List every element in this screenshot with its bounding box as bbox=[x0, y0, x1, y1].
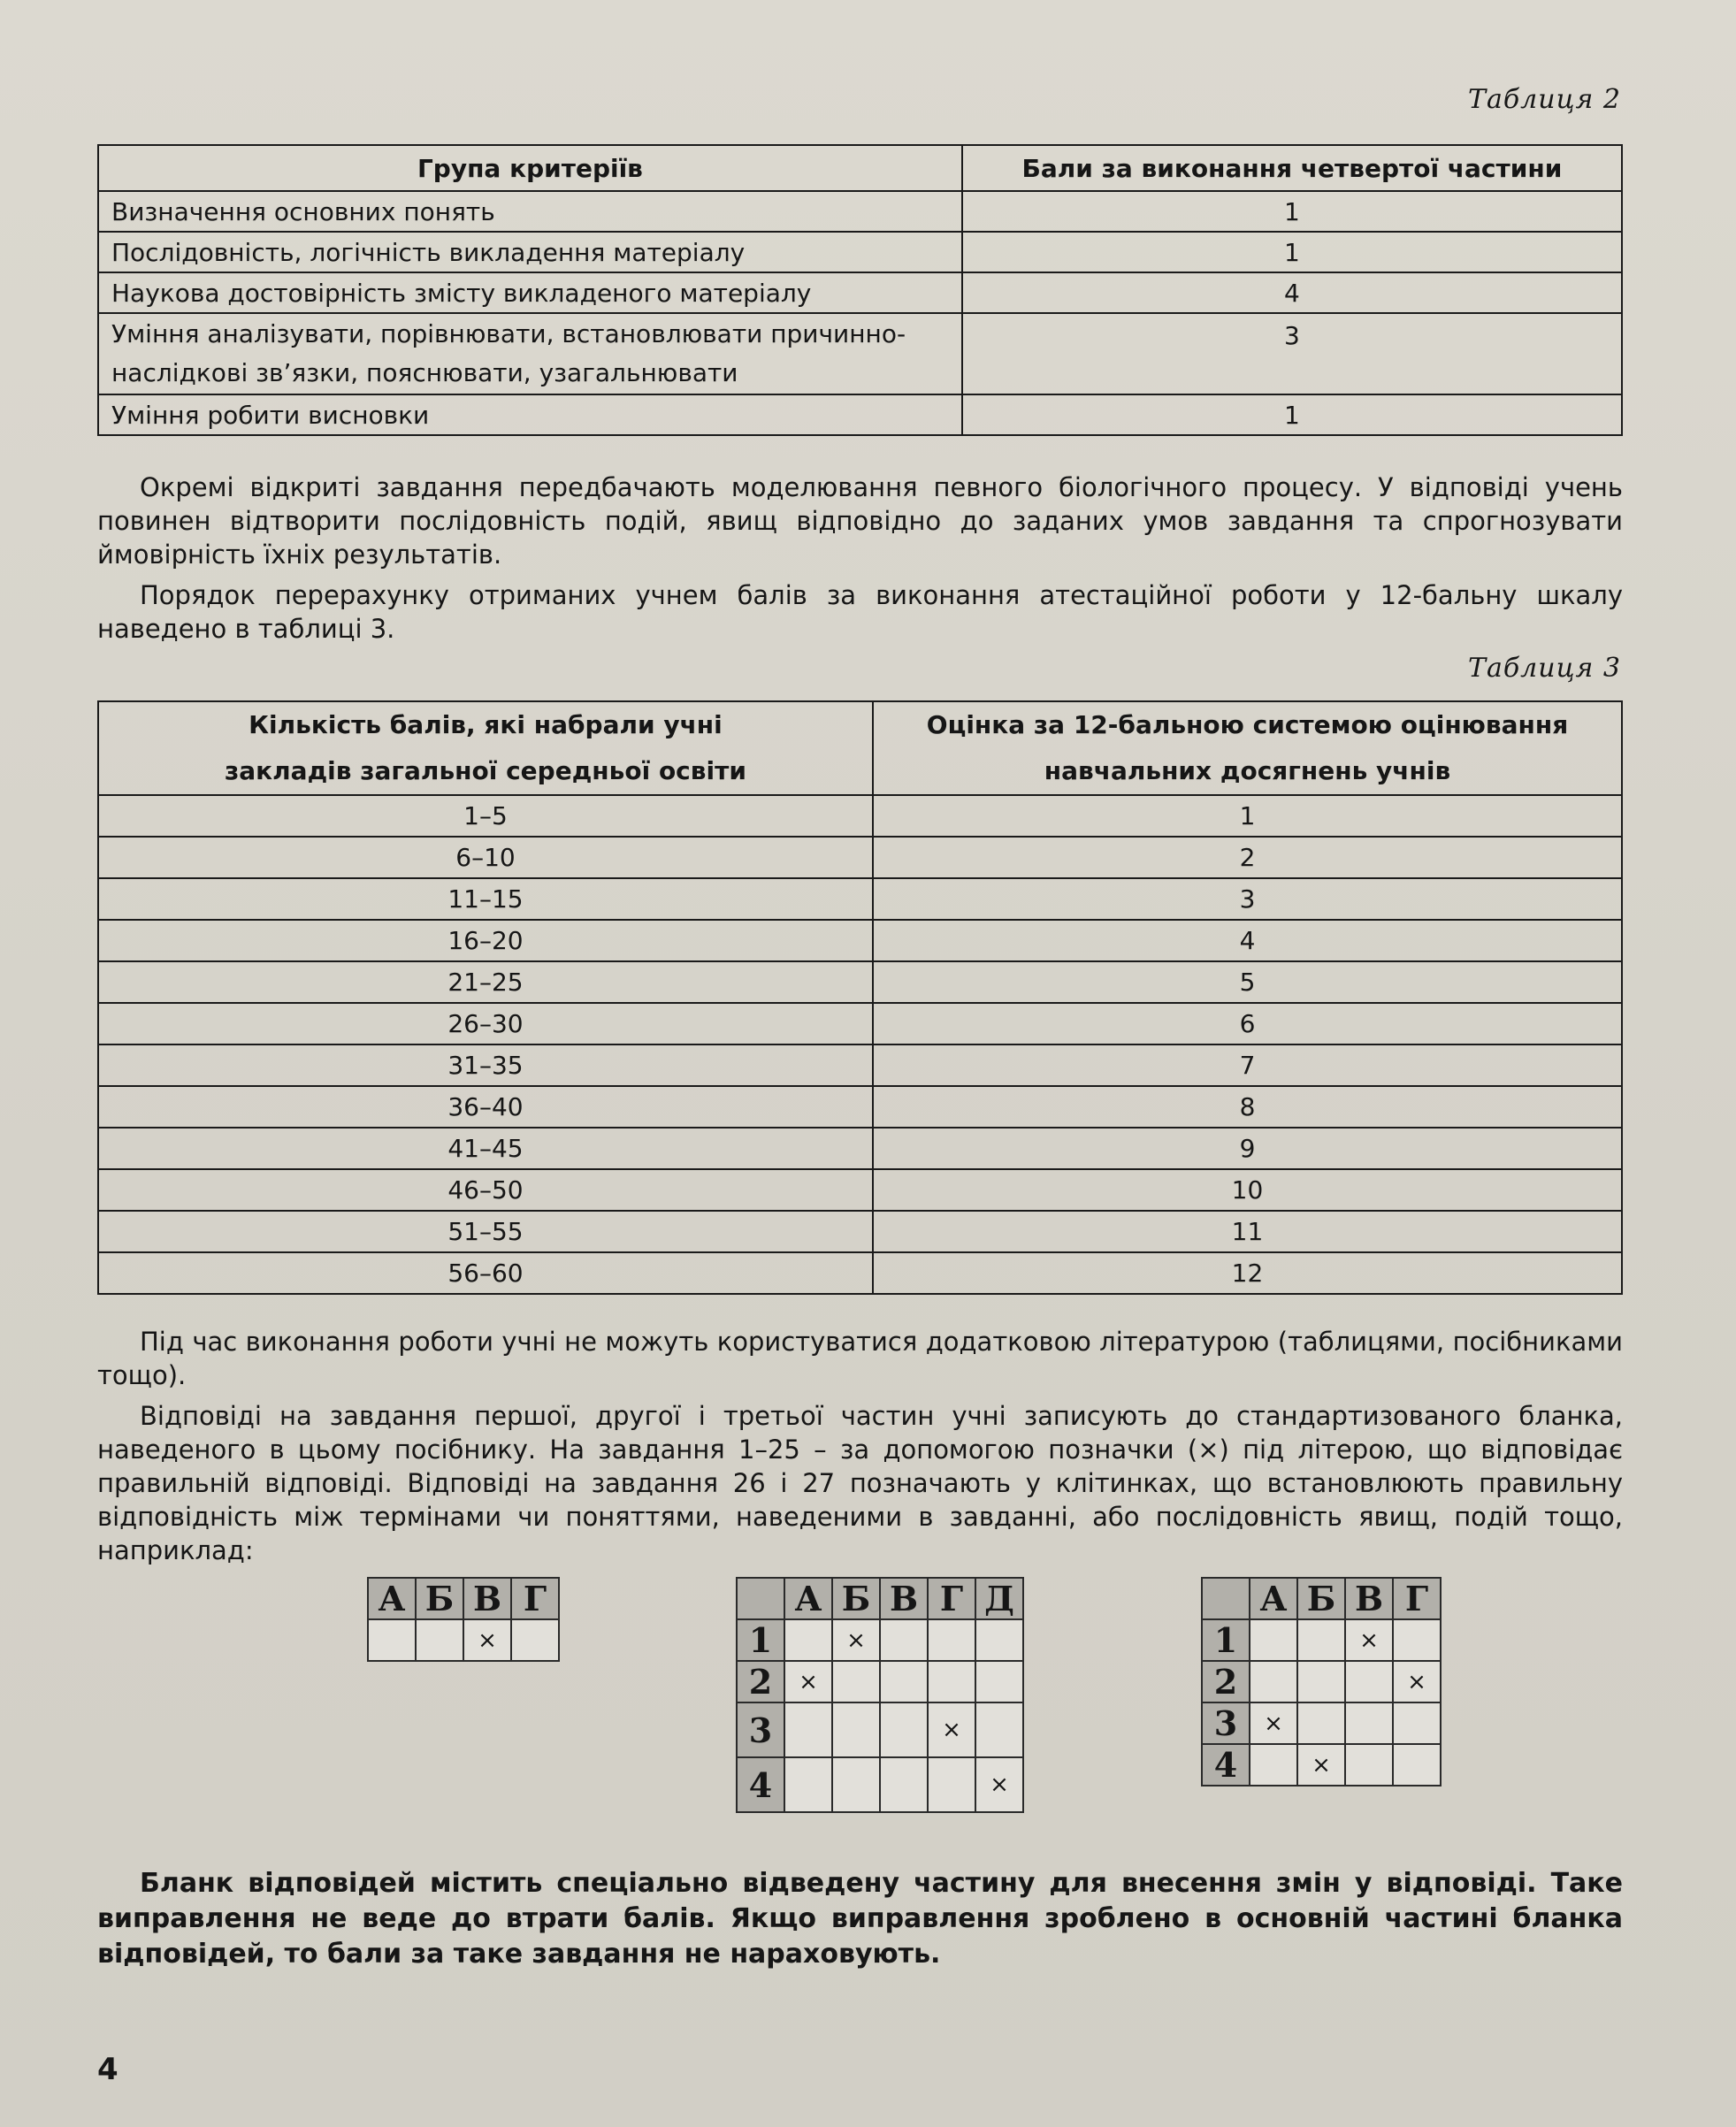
letters-row bbox=[368, 1578, 559, 1619]
letter-cell: Д bbox=[975, 1578, 1023, 1619]
points-value: 3 bbox=[1284, 321, 1300, 350]
grade-cell: 7 bbox=[873, 1044, 1622, 1086]
letter-cell: В bbox=[1345, 1578, 1393, 1619]
paragraph: Порядок перерахунку отриманих учнем балів за виконання атестаційної роботи у 12-бальну шкалу наведено в таблиці 3. bbox=[97, 580, 1623, 644]
answer-row bbox=[737, 1661, 1023, 1702]
letter-cell: Г bbox=[1393, 1578, 1441, 1619]
grade-cell: 10 bbox=[873, 1169, 1622, 1211]
table-row bbox=[98, 837, 1622, 878]
table-row bbox=[98, 795, 1622, 837]
header-points-range bbox=[98, 701, 873, 795]
row-number: 4 bbox=[737, 1757, 784, 1812]
answer-cell bbox=[975, 1702, 1023, 1757]
answer-mark: × bbox=[1297, 1744, 1345, 1786]
answer-cell bbox=[1345, 1661, 1393, 1702]
answer-row bbox=[1202, 1661, 1441, 1702]
answer-cell bbox=[784, 1757, 832, 1812]
answer-cell bbox=[928, 1757, 975, 1812]
page-number: 4 bbox=[97, 2052, 119, 2087]
letters-row bbox=[1202, 1578, 1441, 1619]
answer-cell bbox=[1345, 1702, 1393, 1744]
letters-row bbox=[737, 1578, 1023, 1619]
row-number: 1 bbox=[1202, 1619, 1250, 1661]
criteria-table bbox=[97, 144, 1623, 436]
table2-caption: Таблиця 2 bbox=[1467, 84, 1621, 115]
row-number: 2 bbox=[1202, 1661, 1250, 1702]
header-line: Кількість балів, які набрали учні bbox=[249, 710, 723, 739]
table-header-row bbox=[98, 145, 1622, 191]
criterion-line: наслідкові зв’язки, пояснювати, узагальнювати bbox=[111, 358, 738, 387]
points-cell bbox=[962, 191, 1622, 232]
answer-mark: × bbox=[784, 1661, 832, 1702]
range-cell: 51–55 bbox=[98, 1211, 873, 1252]
range-cell: 46–50 bbox=[98, 1169, 873, 1211]
range-cell: 6–10 bbox=[98, 837, 873, 878]
header-grade bbox=[873, 701, 1622, 795]
table-row bbox=[98, 1169, 1622, 1211]
answer-cell bbox=[1393, 1619, 1441, 1661]
answer-cell bbox=[832, 1757, 880, 1812]
answer-cell bbox=[1393, 1702, 1441, 1744]
header-line: Оцінка за 12-бальною системою оцінювання bbox=[926, 710, 1569, 739]
letter-cell: Б bbox=[832, 1578, 880, 1619]
answer-row bbox=[1202, 1619, 1441, 1661]
grade-cell: 12 bbox=[873, 1252, 1622, 1294]
letter-cell: Г bbox=[928, 1578, 975, 1619]
paragraph: Окремі відкриті завдання передбачають моделювання певного біологічного процесу. У відповіді учень повинен відтворити послідовність подій, явищ відповідно до заданих умов завдання та спрогнозувати ймовірність їхніх результатів. bbox=[97, 472, 1623, 570]
answer-cell bbox=[832, 1702, 880, 1757]
range-cell: 11–15 bbox=[98, 878, 873, 920]
table-row bbox=[98, 1211, 1622, 1252]
table3-caption: Таблиця 3 bbox=[1467, 653, 1621, 684]
table-row bbox=[98, 1252, 1622, 1294]
criterion-cell: Уміння робити висновки bbox=[98, 394, 962, 435]
letter-cell: Б bbox=[416, 1578, 463, 1619]
points-value: 1 bbox=[1284, 196, 1300, 226]
table-row bbox=[98, 191, 1622, 232]
correction-note bbox=[97, 1866, 1623, 1972]
answer-row bbox=[1202, 1744, 1441, 1786]
letter-cell: А bbox=[784, 1578, 832, 1619]
grade-cell: 5 bbox=[873, 961, 1622, 1003]
paragraph: Під час виконання роботи учні не можуть користуватися додатковою літературою (таблицями, посібниками тощо). bbox=[97, 1327, 1623, 1390]
points-value: 1 bbox=[1284, 237, 1300, 267]
grade-cell: 3 bbox=[873, 878, 1622, 920]
letter-cell: Г bbox=[511, 1578, 559, 1619]
table-row bbox=[98, 313, 1622, 394]
points-cell bbox=[962, 394, 1622, 435]
range-cell: 36–40 bbox=[98, 1086, 873, 1128]
paragraph: Бланк відповідей містить спеціально відведену частину для внесення змін у відповіді. Таке виправлення не веде до втрати балів. Якщо виправлення зроблено в основній частині бланка відповідей, то бали за таке завдання не нараховують. bbox=[97, 1868, 1623, 1970]
header-line: закладів загальної середньої освіти bbox=[225, 756, 746, 785]
answer-cell bbox=[511, 1619, 559, 1661]
range-cell: 1–5 bbox=[98, 795, 873, 837]
grade-cell: 4 bbox=[873, 920, 1622, 961]
answer-cell bbox=[975, 1619, 1023, 1661]
paragraph: Відповіді на завдання першої, другої і третьої частин учні записують до стандартизованого бланка, наведеного в цьому посібнику. На завдання 1–25 – за допомогою позначки (×) під літерою, що відповідає правильній відповіді. Відповіді на завдання 26 і 27 позначають у клітинках, що встановлюють правильну відповідність між термінами чи поняттями, наведеними в завданні, або послідовність явищ, подій тощо, наприклад: bbox=[97, 1401, 1623, 1565]
letter-cell: В bbox=[463, 1578, 511, 1619]
answer-cell bbox=[1250, 1744, 1297, 1786]
answer-cell bbox=[832, 1661, 880, 1702]
answer-row bbox=[737, 1757, 1023, 1812]
range-cell: 56–60 bbox=[98, 1252, 873, 1294]
criterion-cell bbox=[98, 313, 962, 394]
criterion-cell: Послідовність, логічність викладення матеріалу bbox=[98, 232, 962, 272]
table-row bbox=[98, 272, 1622, 313]
answer-mark: × bbox=[832, 1619, 880, 1661]
row-number: 4 bbox=[1202, 1744, 1250, 1786]
grade-cell: 6 bbox=[873, 1003, 1622, 1044]
table-row bbox=[98, 961, 1622, 1003]
corner-cell bbox=[737, 1578, 784, 1619]
letter-cell: А bbox=[1250, 1578, 1297, 1619]
answer-row bbox=[1202, 1702, 1441, 1744]
answer-row bbox=[737, 1619, 1023, 1661]
intro-paragraphs bbox=[97, 471, 1623, 646]
corner-cell bbox=[1202, 1578, 1250, 1619]
answer-mark: × bbox=[1393, 1661, 1441, 1702]
table-header-row bbox=[98, 701, 1622, 795]
range-cell: 16–20 bbox=[98, 920, 873, 961]
answer-cell bbox=[1297, 1702, 1345, 1744]
table-row bbox=[98, 920, 1622, 961]
grade-cell: 2 bbox=[873, 837, 1622, 878]
answer-cell bbox=[784, 1702, 832, 1757]
answer-cell bbox=[1297, 1619, 1345, 1661]
answer-cell bbox=[975, 1661, 1023, 1702]
table-row bbox=[98, 1128, 1622, 1169]
answer-cell bbox=[1250, 1661, 1297, 1702]
range-cell: 31–35 bbox=[98, 1044, 873, 1086]
points-value: 4 bbox=[1284, 278, 1300, 308]
points-value: 1 bbox=[1284, 400, 1300, 430]
grade-cell: 8 bbox=[873, 1086, 1622, 1128]
answer-cell bbox=[416, 1619, 463, 1661]
answer-row bbox=[368, 1619, 559, 1661]
header-criteria-group: Група критеріїв bbox=[98, 145, 962, 191]
row-number: 3 bbox=[1202, 1702, 1250, 1744]
table-row bbox=[98, 1044, 1622, 1086]
grade-cell: 1 bbox=[873, 795, 1622, 837]
table-row bbox=[98, 878, 1622, 920]
answer-cell bbox=[880, 1702, 928, 1757]
answer-cell bbox=[928, 1619, 975, 1661]
grade-cell: 11 bbox=[873, 1211, 1622, 1252]
answer-cell bbox=[880, 1619, 928, 1661]
range-cell: 41–45 bbox=[98, 1128, 873, 1169]
grade-cell: 9 bbox=[873, 1128, 1622, 1169]
table-row bbox=[98, 394, 1622, 435]
answer-cell bbox=[1345, 1744, 1393, 1786]
row-number: 2 bbox=[737, 1661, 784, 1702]
criterion-line: Уміння аналізувати, порівнювати, встановлювати причинно- bbox=[111, 319, 906, 348]
points-cell bbox=[962, 313, 1622, 394]
answer-cell bbox=[880, 1757, 928, 1812]
answer-example-single bbox=[367, 1577, 560, 1662]
answer-cell bbox=[1393, 1744, 1441, 1786]
points-cell bbox=[962, 272, 1622, 313]
answer-mark: × bbox=[1250, 1702, 1297, 1744]
answer-mark: × bbox=[975, 1757, 1023, 1812]
range-cell: 21–25 bbox=[98, 961, 873, 1003]
answer-cell bbox=[1250, 1619, 1297, 1661]
criterion-cell: Наукова достовірність змісту викладеного матеріалу bbox=[98, 272, 962, 313]
answer-example-matching-5 bbox=[736, 1577, 1024, 1813]
answer-example-sequence bbox=[1201, 1577, 1442, 1787]
header-line: навчальних досягнень учнів bbox=[1044, 756, 1451, 785]
table-row bbox=[98, 232, 1622, 272]
letter-cell: А bbox=[368, 1578, 416, 1619]
criterion-cell: Визначення основних понять bbox=[98, 191, 962, 232]
answer-cell bbox=[1297, 1661, 1345, 1702]
grading-scale-table bbox=[97, 700, 1623, 1295]
letter-cell: В bbox=[880, 1578, 928, 1619]
answer-mark: × bbox=[1345, 1619, 1393, 1661]
table-row bbox=[98, 1086, 1622, 1128]
answer-cell bbox=[928, 1661, 975, 1702]
table-row bbox=[98, 1003, 1622, 1044]
header-points: Бали за виконання четвертої частини bbox=[962, 145, 1622, 191]
answer-row bbox=[737, 1702, 1023, 1757]
instructions-paragraphs bbox=[97, 1325, 1623, 1567]
range-cell: 26–30 bbox=[98, 1003, 873, 1044]
answer-cell bbox=[880, 1661, 928, 1702]
letter-cell: Б bbox=[1297, 1578, 1345, 1619]
points-cell bbox=[962, 232, 1622, 272]
answer-cell bbox=[368, 1619, 416, 1661]
answer-cell bbox=[784, 1619, 832, 1661]
answer-mark: × bbox=[928, 1702, 975, 1757]
row-number: 1 bbox=[737, 1619, 784, 1661]
row-number: 3 bbox=[737, 1702, 784, 1757]
answer-mark: × bbox=[463, 1619, 511, 1661]
